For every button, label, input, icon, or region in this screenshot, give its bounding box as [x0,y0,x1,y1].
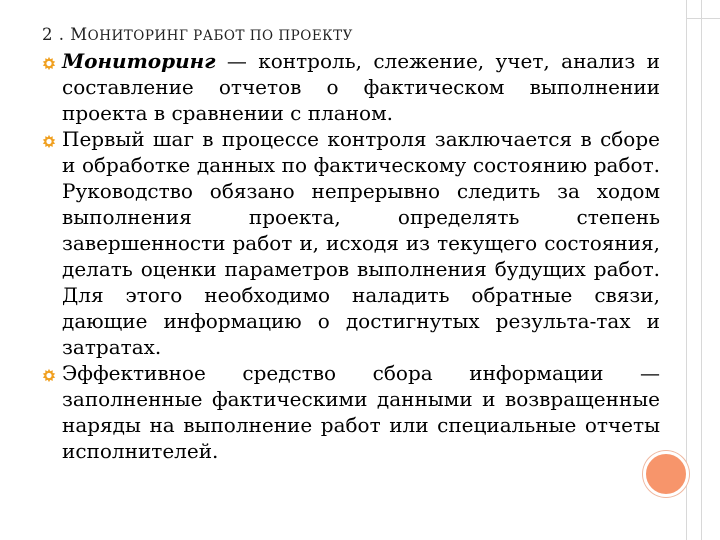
bullet-item [42,360,660,464]
bullet-text: Эффективное средство сбора информации — заполненные фактическими данными и возвращенные наряды на выполнение работ или специальные отчеты исполнителей. [62,361,660,463]
bullet-item [42,48,660,126]
bullet-text: Первый шаг в процессе контроля заключается в сборе и обработке данных по фактическому состоянию работ. Руководство обязано непрерывно следить за ходом выполнения проекта, определять степень завершенности работ и, исходя из текущего состояния, делать оценки параметров выполнения будущих работ. Для этого необходимо наладить обратные связи, дающие информацию о достигнутых результа-тах и затратах. [62,127,660,359]
bullet-item [42,126,660,360]
decorative-frame-top [686,18,720,19]
slide-title-rest: ОНИТОРИНГ РАБОТ ПО ПРОЕКТУ [87,28,353,44]
sun-bullet-icon [42,368,56,382]
slide-title [42,25,353,44]
slide-title-lead: 2 . М [42,25,88,44]
slide-content [42,48,660,464]
sun-bullet-icon [42,56,56,70]
bullet-text: — контроль, слежение, учет, анализ и составление отчетов о фактическом выполнении проекта в сравнении с планом. [62,49,660,125]
bullet-term: Мониторинг [62,49,216,73]
sun-bullet-icon [42,134,56,148]
decorative-frame-right [686,0,702,540]
